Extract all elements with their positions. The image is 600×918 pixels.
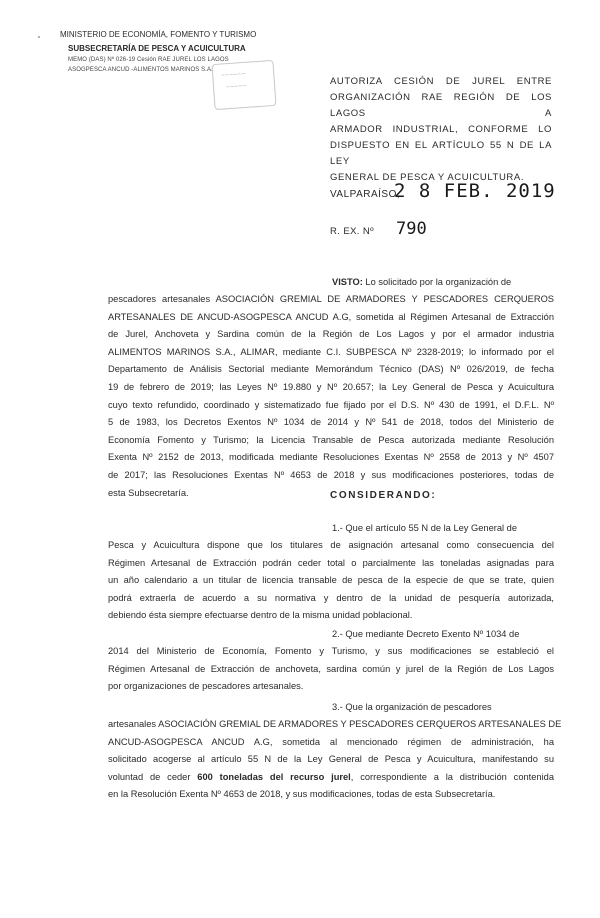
title-line: AUTORIZA CESIÓN DE JUREL ENTRE xyxy=(330,76,552,87)
c2-line: Régimen Artesanal de Extracción de anchoveta, sardina común y jurel de la Región de Los Lagos xyxy=(108,663,554,674)
visto-line: Departamento de Análisis Sectorial mediante Memorándum Técnico (DAS) Nº 026/2019, de fecha xyxy=(108,364,554,375)
c1-line: podrá extraerla de acuerdo a su normativa y dentro de la unidad de pesquería autorizada, xyxy=(108,592,554,603)
subsecretaria-name: SUBSECRETARÍA DE PESCA Y ACUICULTURA xyxy=(68,44,246,53)
visto-line: ARTESANALES DE ANCUD-ASOGPESCA ANCUD A.G, sometida al Régimen Artesanal de Extracción xyxy=(108,311,554,322)
c1-line: un año calendario a un titular de licencia transable de pesca de la especie de que se trate, quien xyxy=(108,575,554,586)
c1-first-line: 1.- Que el artículo 55 N de la Ley General de xyxy=(332,523,518,533)
visto-first-text: Lo solicitado por la organización de xyxy=(365,277,512,287)
c3-first-line: 3.- Que la organización de pescadores xyxy=(332,702,492,712)
visto-line: ALIMENTOS MARINOS S.A., ALIMAR, mediante C.I. SUBPESCA Nº 2328-2019; lo informado por el xyxy=(108,346,554,357)
considerando-heading: CONSIDERANDO: xyxy=(330,490,437,501)
resolution-date: 2 8 FEB. 2019 xyxy=(394,180,556,202)
resolution-label: R. EX. Nº xyxy=(330,226,375,237)
place: VALPARAÍSO, xyxy=(330,189,401,200)
c3-line: voluntad de ceder 600 toneladas del recurso jurel, correspondiente a la distribución contenida xyxy=(108,771,555,782)
c2-first-line: 2.- Que mediante Decreto Exento Nº 1034 de xyxy=(332,629,520,639)
visto-line: de Jurel, Anchoveta y Sardina común de la Región de Los Lagos y por el armador industria xyxy=(108,329,554,340)
visto-paragraph xyxy=(108,291,554,502)
c3-line: en la Resolución Exenta Nº 4653 de 2018, y sus modificaciones, todas de esta Subsecretaría. xyxy=(108,789,496,800)
visto-first-line xyxy=(332,274,554,292)
resolution-number: 790 xyxy=(396,219,427,239)
visto-line: Economía Fomento y Turismo; la Licencia Transable de Pesca autorizada mediante Resolución xyxy=(108,434,554,445)
c2-line: 2014 del Ministerio de Economía, Fomento y Turismo, y sus modificaciones se estableció el xyxy=(108,646,554,656)
ministry-name: MINISTERIO DE ECONOMÍA, FOMENTO Y TURISMO xyxy=(60,30,257,39)
org-reference: ASOGPESCA ANCUD -ALIMENTOS MARINOS S.A. xyxy=(68,67,213,73)
visto-line: Exenta Nº 2152 de 2013, modificada mediante Resoluciones Exentas Nº 2558 de 2013 y Nº 4507 xyxy=(108,452,554,463)
visto-line: pescadores artesanales ASOCIACIÓN GREMIAL DE ARMADORES Y PESCADORES CERQUEROS xyxy=(108,294,554,304)
office-stamp-graphic: ~~~~~~ ~~~~~ xyxy=(211,60,276,110)
visto-label: VISTO: xyxy=(332,277,363,287)
title-line: ARMADOR INDUSTRIAL, CONFORME LO xyxy=(330,124,552,135)
c1-paragraph xyxy=(108,537,554,625)
c3-paragraph xyxy=(108,716,562,804)
ceded-tonnage: 600 toneladas del recurso jurel xyxy=(197,771,351,782)
c1-line: debiendo ésta siempre efectuarse dentro de la misma unidad poblacional. xyxy=(108,610,413,621)
c3-line: solicitado acogerse al artículo 55 N de la Ley General de Pesca y Acuicultura, manifestando su xyxy=(108,754,554,765)
visto-line: 19 de febrero de 2019; las Leyes Nº 19.880 y Nº 20.657; la Ley General de Pesca y Acuicultura xyxy=(108,381,554,392)
c1-line: Pesca y Acuicultura dispone que los titulares de asignación artesanal como consecuencia del xyxy=(108,540,554,550)
title-line: ORGANIZACIÓN RAE REGIÓN DE LOS LAGOS A xyxy=(330,92,552,119)
c2-line: por organizaciones de pescadores artesanales. xyxy=(108,681,304,692)
visto-line: esta Subsecretaría. xyxy=(108,487,189,498)
c3-line: ANCUD-ASOGPESCA ANCUD A.G, sometida al mencionado régimen de administración, ha xyxy=(108,736,554,747)
title-line: DISPUESTO EN EL ARTÍCULO 55 N DE LA LEY xyxy=(330,140,552,167)
visto-line: cuyo texto refundido, coordinado y sistematizado fue fijado por el D.S. Nº 430 de 1991, el D.F.L. Nº xyxy=(108,399,554,410)
visto-line: 5 de 1983, los Decretos Exentos Nº 1034 de 2014 y Nº 541 de 2018, todos del Ministerio de xyxy=(108,417,554,428)
c3-line: artesanales ASOCIACIÓN GREMIAL DE ARMADORES Y PESCADORES CERQUEROS ARTESANALES DE xyxy=(108,719,562,729)
memo-reference: MEMO (DAS) Nº 026-19 Cesión RAE JUREL LOS LAGOS xyxy=(68,57,229,63)
scan-speck xyxy=(38,36,40,38)
c2-paragraph xyxy=(108,643,554,696)
resolution-title xyxy=(330,74,552,186)
c1-line: Régimen Artesanal de Extracción podrán ceder total o parcialmente las toneladas asignadas para xyxy=(108,557,554,568)
title-line: GENERAL DE PESCA Y ACUICULTURA. xyxy=(330,172,525,183)
visto-line: de 2017; las Resoluciones Exentas Nº 4653 de 2018 y sus modificaciones posteriores, todas de xyxy=(108,469,554,480)
